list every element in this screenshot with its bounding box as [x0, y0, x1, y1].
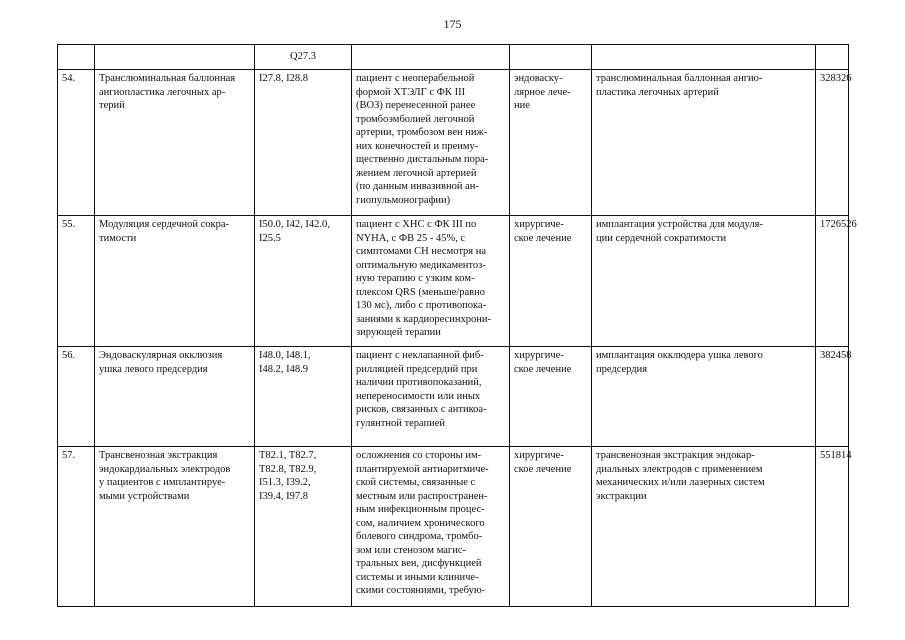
cell-line: симптомами СН несмотря на: [356, 246, 487, 257]
row-number: 55.: [58, 216, 95, 347]
cell-line: I25.5: [259, 232, 281, 244]
cell-line: гулянтной терапией: [356, 417, 446, 429]
cell-line: лярное лече-: [514, 86, 571, 98]
row-number: 56.: [58, 347, 95, 447]
cell-line: ние: [514, 100, 530, 111]
cell-line: T82.8, T82.9,: [259, 463, 317, 475]
cell-line: ское лечение: [514, 363, 572, 375]
cell-line: (по данным инвазивной ан-: [356, 181, 479, 192]
table-row: [58, 70, 849, 216]
cell-line: заниями к кардиоресинхрони-: [356, 313, 491, 325]
cell-line: эндоваску-: [514, 73, 563, 84]
diagnosis-codes: [255, 347, 352, 447]
procedure-name: [95, 447, 255, 607]
page-number: 175: [443, 17, 462, 31]
cell-line: формой ХТЭЛГ с ФК III: [356, 86, 466, 98]
row-number: 57.: [58, 447, 95, 607]
cell-line: ную терапию с узким ком-: [356, 273, 475, 284]
treatment-method: [592, 447, 816, 607]
procedure-name: [95, 70, 255, 216]
cell-line: ское лечение: [514, 463, 572, 475]
treatment-method: [592, 347, 816, 447]
treatment-type: [510, 70, 592, 216]
patient-model: [352, 216, 510, 347]
cell-line: ным инфекционным процес-: [356, 504, 485, 515]
cell-line: транслюминальная баллонная ангио-: [596, 73, 763, 84]
cell-line: местным или распространен-: [356, 490, 488, 502]
cell-line: механических и/или лазерных систем: [596, 477, 765, 488]
cell-line: ушка левого предсердия: [99, 363, 208, 375]
cell-line: имплантация устройства для модуля-: [596, 219, 763, 230]
cell-line: них конечностей и преиму-: [356, 140, 479, 152]
cell-line: гиопульмонографии): [356, 194, 451, 206]
cell-line: рилляцией предсердий при: [356, 363, 478, 375]
cell-line: I39.4, I97.8: [259, 490, 308, 502]
cell-line: щественно дистальным пора-: [356, 154, 489, 165]
cell-treatment: [510, 45, 592, 70]
cell-line: ское лечение: [514, 232, 572, 244]
cell-line: пациент с неоперабельной: [356, 73, 475, 84]
cell-patient: [352, 45, 510, 70]
cell-line: пациент с ХНС с ФК III по: [356, 219, 477, 230]
cell-line: диальных электродов с применением: [596, 463, 763, 475]
cell-line: T82.1, T82.7,: [259, 450, 317, 461]
cell-line: ангиопластика легочных ар-: [99, 86, 226, 98]
continuation-row: [58, 45, 849, 70]
cost-value: 551814: [816, 447, 849, 607]
cell-line: осложнения со стороны им-: [356, 450, 482, 461]
patient-model: [352, 347, 510, 447]
cost-value: 382458: [816, 347, 849, 447]
cell-codes: Q27.3: [255, 45, 352, 70]
treatment-type: [510, 447, 592, 607]
cell-line: плексом QRS (меньше/равно: [356, 286, 485, 298]
cell-line: эндокардиальных электродов: [99, 463, 231, 475]
cell-line: тромбоэмболией легочной: [356, 113, 475, 125]
cell-line: 130 мс), либо с противопока-: [356, 300, 487, 311]
cell-line: наличии противопоказаний,: [356, 377, 482, 388]
treatment-method: [592, 216, 816, 347]
cell-line: ской системы, связанные с: [356, 477, 476, 488]
cell-line: пациент с неклапанной фиб-: [356, 350, 484, 361]
cell-line: трансвенозная экстракция эндокар-: [596, 450, 755, 461]
cell-line: I48.0, I48.1,: [259, 350, 311, 361]
cell-name: [95, 45, 255, 70]
cell-line: рисков, связанных с антикоа-: [356, 404, 487, 415]
cell-line: экстракции: [596, 490, 647, 502]
cell-line: непереносимости или иных: [356, 390, 481, 402]
cell-line: имплантация окклюдера ушка левого: [596, 350, 763, 361]
table-row: [58, 347, 849, 447]
cost-value: 1726526: [816, 216, 849, 347]
cell-line: Эндоваскулярная окклюзия: [99, 350, 223, 361]
cell-line: зирующей терапии: [356, 327, 441, 338]
cell-line: пластика легочных артерий: [596, 86, 719, 98]
diagnosis-codes: [255, 70, 352, 216]
cell-line: плантируемой антиаритмиче-: [356, 463, 489, 475]
cell-line: Транслюминальная баллонная: [99, 73, 236, 84]
cell-line: NYHA, с ФВ 25 - 45%, с: [356, 232, 466, 244]
cell-line: Трансвенозная экстракция: [99, 450, 218, 461]
treatment-type: [510, 347, 592, 447]
diagnosis-codes: [255, 216, 352, 347]
treatment-type: [510, 216, 592, 347]
cell-cost: [816, 45, 849, 70]
cell-line: хирургиче-: [514, 350, 564, 361]
cell-line: I48.2, I48.9: [259, 363, 308, 375]
cell-line: зом или стенозом магис-: [356, 544, 467, 556]
patient-model: [352, 447, 510, 607]
cell-line: оптимальную медикаментоз-: [356, 259, 486, 271]
cell-line: I50.0, I42, I42.0,: [259, 219, 330, 230]
diagnosis-codes: [255, 447, 352, 607]
cell-line: (ВОЗ) перенесенной ранее: [356, 100, 476, 111]
cell-line: мыми устройствами: [99, 490, 190, 502]
cell-method: [592, 45, 816, 70]
cell-line: скими состояниями, требую-: [356, 585, 486, 596]
treatment-method: [592, 70, 816, 216]
cell-line: предсердия: [596, 363, 648, 375]
cell-line: I51.3, I39.2,: [259, 477, 311, 488]
cell-line: системы и иными клиниче-: [356, 571, 479, 583]
procedure-name: [95, 216, 255, 347]
patient-model: [352, 70, 510, 216]
cell-line: хирургиче-: [514, 450, 564, 461]
cell-line: ции сердечной сократимости: [596, 232, 727, 244]
procedure-name: [95, 347, 255, 447]
table-row: [58, 216, 849, 347]
cell-line: тимости: [99, 232, 137, 244]
cell-line: Модуляция сердечной сокра-: [99, 219, 230, 230]
cell-line: терий: [99, 100, 125, 111]
cell-line: хирургиче-: [514, 219, 564, 230]
cell-line: жением легочной артерией: [356, 167, 477, 179]
cell-line: I27.8, I28.8: [259, 73, 308, 84]
cell-line: у пациентов с имплантируе-: [99, 477, 226, 488]
cell-num: [58, 45, 95, 70]
cost-value: 328326: [816, 70, 849, 216]
cell-line: сом, наличием хронического: [356, 517, 485, 529]
row-number: 54.: [58, 70, 95, 216]
medical-procedures-table: [57, 44, 857, 607]
table-row: [58, 447, 849, 607]
cell-line: артерии, тромбозом вен ниж-: [356, 127, 488, 138]
cell-line: болевого синдрома, тромбо-: [356, 531, 483, 542]
cell-line: тральных вен, дисфункцией: [356, 558, 482, 569]
